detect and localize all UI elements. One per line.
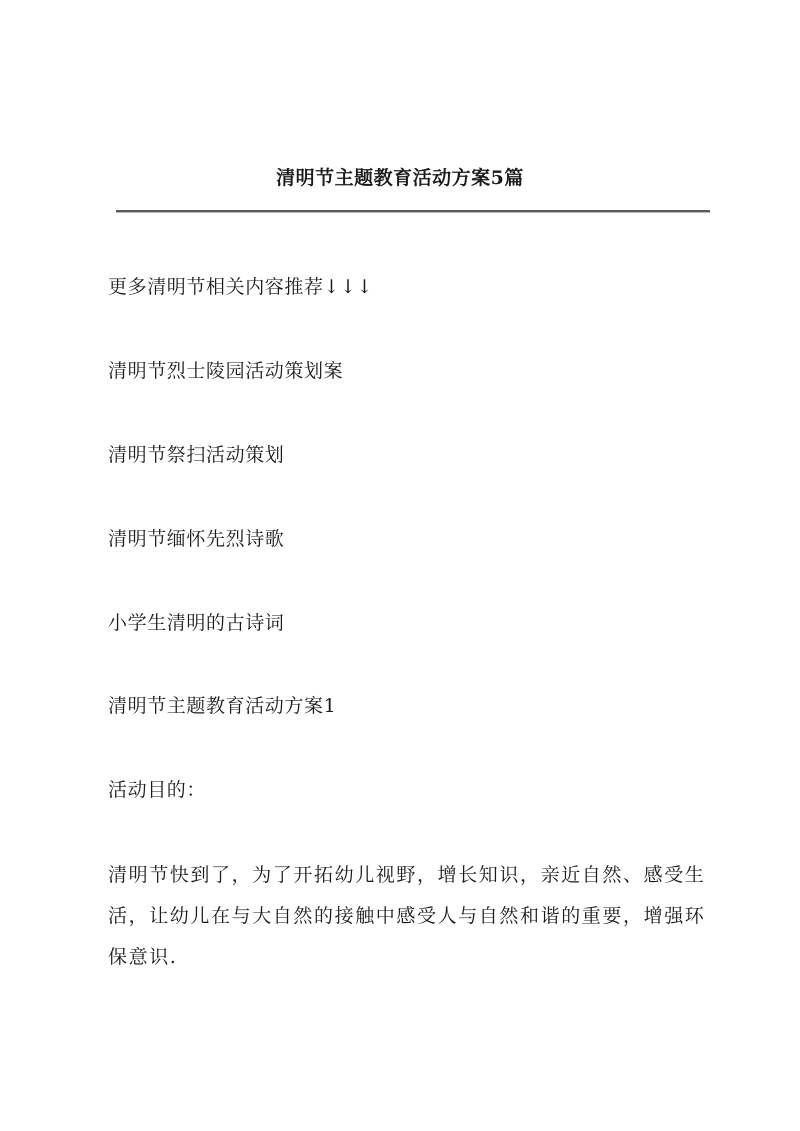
document-title: 清明节主题教育活动方案5篇 [276, 167, 524, 189]
recommend-link-4[interactable]: 小学生清明的古诗词 [108, 612, 285, 634]
recommend-link-2[interactable]: 清明节祭扫活动策划 [108, 444, 285, 466]
recommend-link-3[interactable]: 清明节缅怀先烈诗歌 [108, 528, 285, 550]
section-heading: 清明节主题教育活动方案1 [108, 695, 337, 717]
title-divider [116, 210, 710, 213]
subsection-heading: 活动目的： [108, 779, 207, 801]
body-paragraph: 清明节快到了，为了开拓幼儿视野，增长知识，亲近自然、感受生活，让幼儿在与大自然的接触中感受人与自然和谐的重要，增强环保意识. [108, 864, 706, 968]
recommend-link-1[interactable]: 清明节烈士陵园活动策划案 [108, 360, 344, 382]
recommend-heading: 更多清明节相关内容推荐↓↓↓ [108, 276, 374, 298]
